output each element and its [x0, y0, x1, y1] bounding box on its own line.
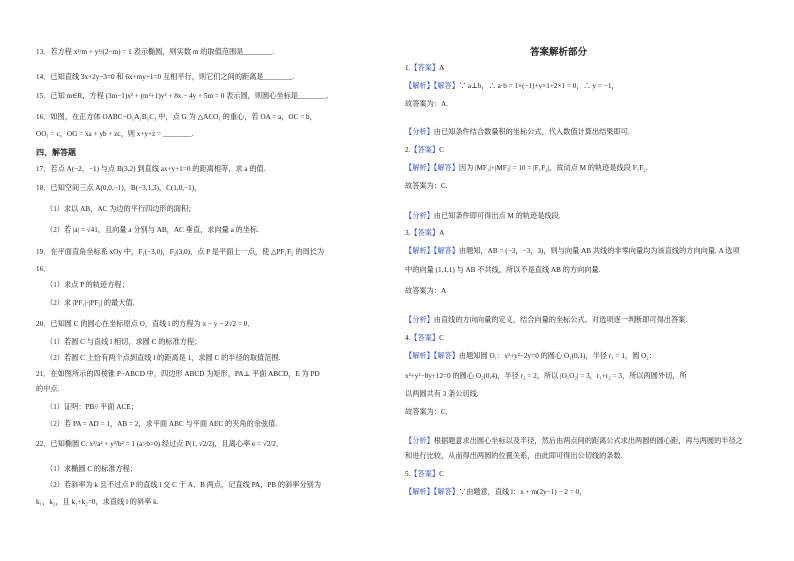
question-19-cont: 16．	[36, 265, 51, 273]
question-22-part3: k₁，k₂，且 k₁+k₂=0，求直线 l 的斜率 k.	[36, 498, 159, 506]
answer-4-solution-cont2: 以两圆共有 3 条公切线.	[405, 390, 479, 398]
answer-1-result: 故答案为：A.	[405, 100, 448, 108]
question-19-part1: （1）求点 P 的轨迹方程；	[46, 281, 129, 289]
question-18: 18．已知空间三点 A(0,0,−1)，B(−3,1,3)，C(1,0,−1)，	[36, 184, 202, 192]
answer-4-solution-cont: x²+y²−8y+12=0 的圆心 O₂(0,4)，半径 r₂ = 2，所以 |O₁O₂| = 3，r₁+r₂ = 3，所以两圆外切，所	[405, 372, 687, 380]
question-16-line2: OO₁ = c，OG = xa + yb + zc，则 x+y+z = ________.	[36, 130, 194, 138]
question-17: 17．若点 A(−2，−1) 与点 B(3,2) 到直线 ax+y+1=0 的距离相等，求 a 的值.	[36, 165, 266, 173]
answers-page	[397, 0, 794, 561]
question-22-part2: （2）若斜率为 k 且不过点 P 的直线 l 交 C 于 A、B 两点，记直线 PA，PB 的斜率分别为	[46, 481, 322, 489]
question-20-part1: （1）若圆 C 与直线 l 相切，求圆 C 的标准方程；	[46, 338, 202, 346]
answer-section-title: 答案解析部分	[530, 47, 588, 58]
question-13: 13．若方程 x²/m + y²/(2−m) = 1 表示椭圆，则实数 m 的取值范围是________.	[36, 48, 274, 56]
question-20: 20．已知圆 C 的圆心在坐标原点 O，直线 l 的方程为 x − y − 2√2 = 0．	[36, 320, 255, 328]
question-19: 19．在平面直角坐标系 xOy 中，F₁(−3,0)，F₂(3,0)，点 P 是平面上一点，使 △PF₁F₂ 的周长为	[36, 248, 325, 256]
question-18-part1: （1）求以 AB，AC 为边的平行四边形的面积；	[46, 205, 196, 213]
question-16-line1: 16．如图，在正方体 OABC−O₁A₁B₁C₁ 中，点 G 为 △ACO₁ 的重心，若 OA = a，OC = b，	[36, 113, 317, 121]
question-14: 14．已知直线 3x+2y−3=0 和 6x+my+1=0 互相平行，则它们之间的距离是________.	[36, 73, 295, 81]
answer-5-solution: 【解析】【解答】∵由题意，直线 l：x + m(2y−1) − 2 = 0，	[405, 488, 587, 496]
question-22: 22．已知椭圆 C: x²/a² + y²/b² = 1 (a>b>0) 经过点 P(1, √2/2)，且离心率 e = √2/2．	[36, 440, 284, 448]
question-15: 15．已知 m∈R，方程 (3m−1)x² + (m²+1)y² + 8x − 4y + 5m = 0 表示圆，则圆心坐标是________.	[36, 92, 329, 100]
answer-2: 2.【答案】C	[405, 146, 444, 154]
answer-1-analysis: 【分析】由已知条件结合数量积的坐标公式，代入数值计算出结果即可.	[405, 128, 630, 136]
question-21-cont: 的中点.	[36, 385, 60, 393]
answer-4-analysis: 【分析】根据题意求出圆心坐标以及半径，然后由两点间的距离公式求出两圆的圆心距，再与两圆的半径之	[405, 437, 743, 445]
question-20-part2: （2）若圆 C 上恰有两个点到直线 l 的距离是 1，求圆 C 的半径的取值范围.	[46, 354, 281, 362]
question-21: 21．在如图所示的四棱锥 P−ABCD 中，四边形 ABCD 为矩形，PA⊥ 平面 ABCD，E 为 PD	[36, 370, 320, 378]
answer-2-analysis: 【分析】由已知条件即可得出点 M 的轨迹是线段.	[405, 212, 561, 220]
answer-4: 4.【答案】C	[405, 334, 444, 342]
answer-2-result: 故答案为：C.	[405, 182, 448, 190]
section-heading: 四、解答题	[36, 148, 76, 157]
answer-3: 3.【答案】A	[405, 229, 445, 237]
answer-4-solution: 【解析】【解答】由题知圆 O₁：x²+y²−2y=0 的圆心 O₁(0,1)，半径 r₁ = 1，圆 O₂：	[405, 352, 656, 360]
question-21-part2: （2）若 PA = AD = 1，AB = 2，求平面 ABC 与平面 AEC 的夹角的余弦值.	[46, 420, 278, 428]
answer-4-result: 故答案为：C.	[405, 408, 448, 416]
answer-3-solution-cont: 中的向量 (1,1,1) 与 AB 不共线，所以不是直线 AB 的方向向量.	[405, 266, 601, 274]
question-22-part1: （1）求椭圆 C 的标准方程；	[46, 465, 138, 473]
answer-3-analysis: 【分析】由直线的方向向量的定义，结合向量的坐标公式，对选项逐一判断即可得出答案.	[405, 316, 688, 324]
question-21-part1: （1）证明：PB// 平面 ACE；	[46, 403, 138, 411]
answer-3-solution: 【解析】【解答】由题知，AB = (−3，−3，3)，则与向量 AB 共线的非零向量均为该直线的方向向量. A 选项	[405, 247, 740, 255]
answer-1: 1.【答案】A	[405, 64, 445, 72]
answer-2-solution: 【解析】【解答】因为 |MF₁|+|MF₂| = 10 = |F₁F₂|，故动点 M 的轨迹是线段 F₁F₂．	[405, 164, 653, 172]
answer-4-analysis-cont: 和进行比较，从而得出两圆的位置关系，由此即可得出公切线的条数.	[405, 452, 623, 460]
question-18-part2: （2）若 |a| = √41，且向量 a 分别与 AB，AC 垂直，求向量 a 的坐标.	[46, 226, 259, 234]
answer-5: 5.【答案】C	[405, 470, 444, 478]
answer-3-result: 故答案为：A	[405, 287, 447, 295]
question-19-part2: （2）求 |PF₁|·|PF₂| 的最大值.	[46, 299, 135, 307]
answer-1-solution: 【解析】【解答】∵ a⊥b，∴ a·b = 1×(−1)+y×1+2×1 = 0，∴ y = −1，	[405, 82, 619, 90]
